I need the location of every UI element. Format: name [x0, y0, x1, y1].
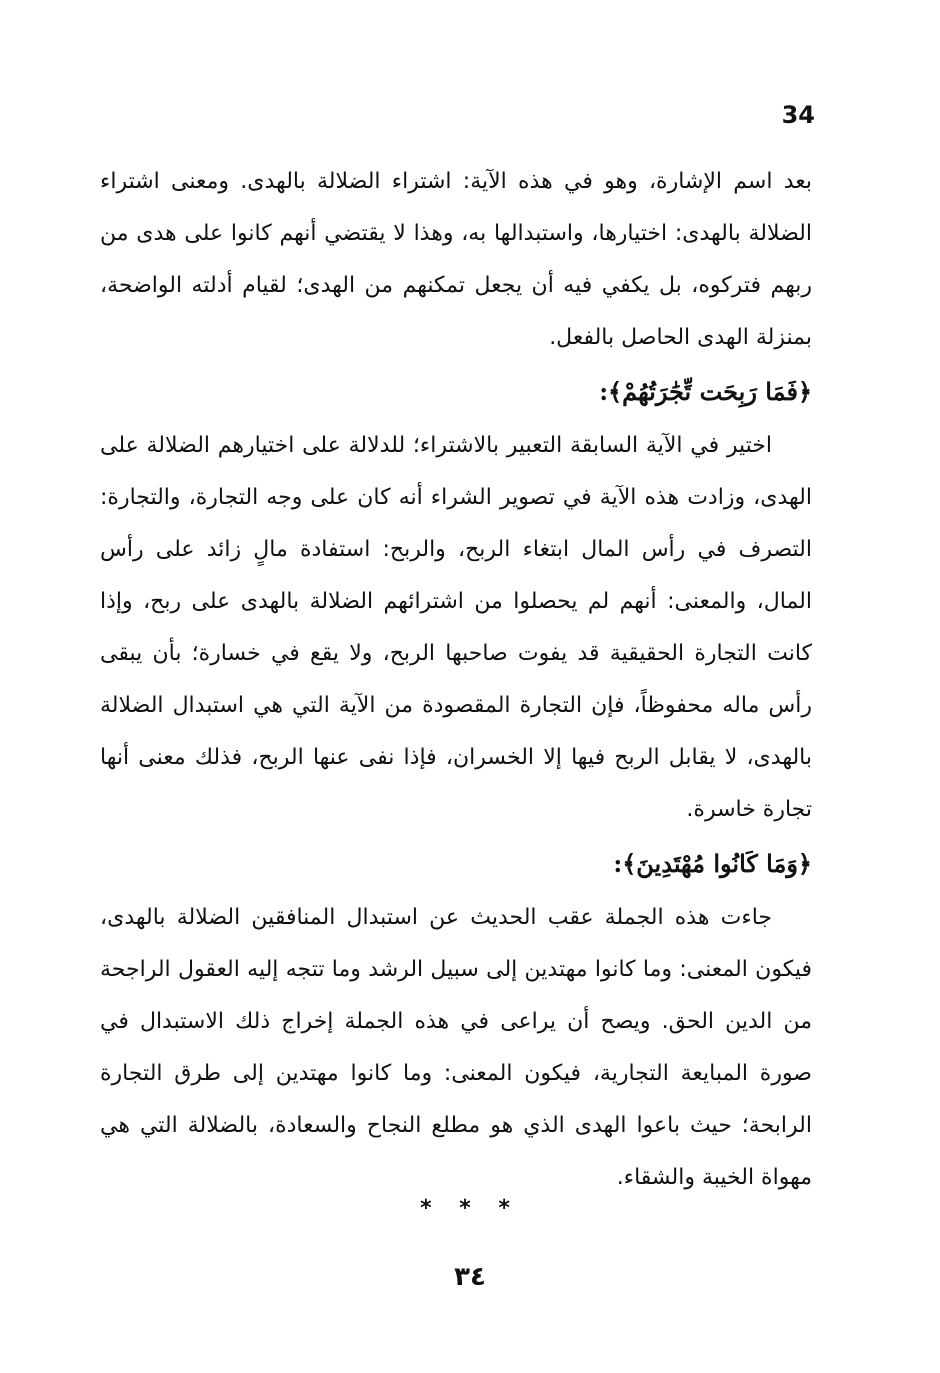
verse-heading-2: ﴿وَمَا كَانُوا مُهْتَدِينَ﴾:	[613, 849, 812, 878]
verse-heading-1: ﴿فَمَا رَبِحَت تِّجَٰرَتُهُمْ﴾:	[599, 377, 812, 406]
page-number-header: 34	[781, 101, 815, 129]
paragraph-2: اختير في الآية السابقة التعبير بالاشتراء؛ للدلالة على اختيارهم الضلالة على الهدى، وزادت هذه الآية في تصوير الشراء أنه كان على وجه التجارة، والتجارة: التصرف في رأس المال ابتغاء الربح، والربح: استفادة مالٍ زائد على رأس المال، والمعنى: أنهم لم يحصلوا من اشترائهم الضلالة بالهدى على ربح، وإذا كانت التجارة الحقيقية قد يفوت صاحبها الربح، ولا يقع في خسارة؛ بأن يبقى رأس ماله محفوظاً، فإن التجارة المقصودة من الآية التي هي استبدال الضلالة بالهدى، لا يقابل الربح فيها إلا الخسران، فإذا نفى عنها الربح، فذلك معنى أنها تجارة خاسرة.	[100, 433, 812, 822]
section-separator: * * *	[420, 1196, 520, 1221]
paragraph-1: بعد اسم الإشارة، وهو في هذه الآية: اشتراء الضلالة بالهدى. ومعنى اشتراء الضلالة بالهدى: اختيارها، واستبدالها به، وهذا لا يقتضي أنهم كانوا على هدى من ربهم فتركوه، بل يكفي فيه أن يجعل تمكنهم من الهدى؛ لقيام أدلته الواضحة، بمنزلة الهدى الحاصل بالفعل.	[100, 169, 812, 350]
page-number-footer: ٣٤	[454, 1262, 486, 1292]
page-body	[100, 156, 812, 1204]
paragraph-3: جاءت هذه الجملة عقب الحديث عن استبدال المنافقين الضلالة بالهدى، فيكون المعنى: وما كانوا مهتدين إلى سبيل الرشد وما تتجه إليه العقول الراجحة من الدين الحق. ويصح أن يراعى في هذه الجملة إخراج ذلك الاستبدال في صورة المبايعة التجارية، فيكون المعنى: وما كانوا مهتدين إلى طرق التجارة الرابحة؛ حيث باعوا الهدى الذي هو مطلع النجاح والسعادة، بالضلالة التي هي مهواة الخيبة والشقاء.	[100, 905, 812, 1190]
